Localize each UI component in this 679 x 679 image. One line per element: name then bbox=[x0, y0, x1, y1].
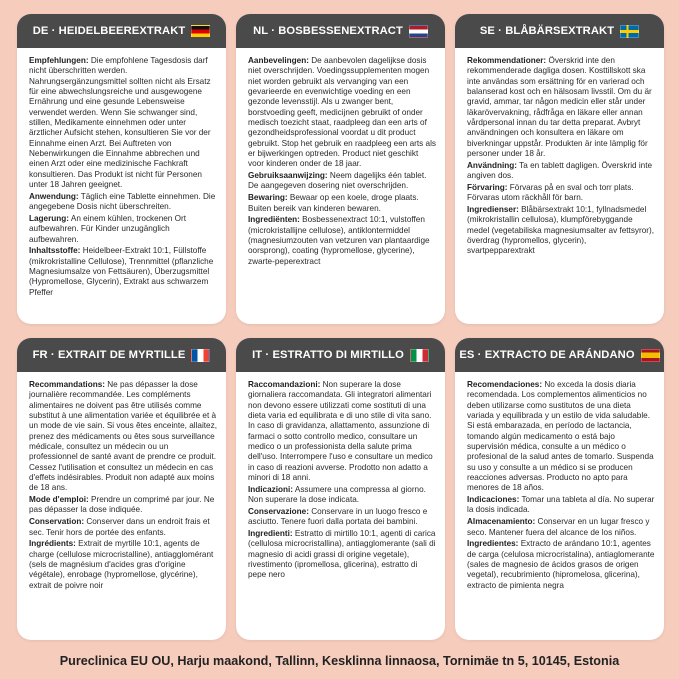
section-label: Ingrediënten: bbox=[248, 215, 300, 225]
section-storage bbox=[29, 517, 217, 538]
card-body-it bbox=[236, 372, 445, 588]
section-text: Prendre un comprimé par jour. Ne pas dépasser la dose indiquée. bbox=[29, 495, 215, 515]
section-text: Extrait de myrtille 10:1, agents de charge (cellulose microcristalline), antiagglomérant (sels de magnésium d'acides gras d'origine végétale), enrobage (hypromellose, glycérine), extrait de poivre noir bbox=[29, 539, 214, 590]
section-ingredients bbox=[467, 539, 655, 591]
card-es bbox=[455, 338, 664, 640]
section-ingredients bbox=[467, 205, 655, 257]
section-usage bbox=[467, 495, 655, 516]
section-recommendations bbox=[467, 56, 655, 159]
card-header-se bbox=[455, 14, 664, 48]
card-title-es: ES · EXTRACTO DE ARÁNDANO bbox=[459, 349, 635, 361]
section-storage bbox=[29, 214, 217, 245]
card-it bbox=[236, 338, 445, 640]
company-address-footer: Pureclinica EU OU, Harju maakond, Tallinn, Kesklinna linnaosa, Tornimäe tn 5, 10145, Estonia bbox=[59, 654, 620, 668]
section-text: Bosbessenextract 10:1, vulstoffen (microkristallijne cellulose), antiklontermiddel (magnesiumzouten van vetzuren van plantaardige oorsprong), coating (hypromellose, glycerine), zwarte-peperextract bbox=[248, 215, 430, 266]
section-recommendations bbox=[248, 380, 436, 483]
section-ingredients bbox=[29, 246, 217, 298]
section-label: Recomendaciones: bbox=[467, 380, 543, 389]
section-text: Överskrid inte den rekommenderade dagliga dosen. Kosttillskott ska inte användas som ersättning för en varierad och balanserad kost och en hälsosam livsstil. Om du är gravid, ammar, tar någon medicin eller står under läkarövervakning, rådfråga en läkare eller annan vårdpersonal innan du tar detta preparat. Avbryt användningen och konsultera en läkare om biverkningar uppstår. Produkten är inte lämplig för personer under 18 år. bbox=[467, 56, 652, 158]
section-label: Anwendung: bbox=[29, 191, 79, 201]
section-usage bbox=[248, 485, 436, 506]
section-text: Die empfohlene Tagesdosis darf nicht überschritten werden. Nahrungsergänzungsmittel sollten nicht als Ersatz für eine abwechslungsreiche und ausgewogene Ernährung und eine gesunde Lebensweise verwendet werden. Wenn Sie schwanger sind, stillen, Medikamente einnehmen oder unter ärztlicher Aufsicht stehen, konsultieren Sie vor der Einnahme einen Arzt. Bei Auftreten von Nebenwirkungen die Einnahme abbrechen und einen Arzt oder eine medizinische Fachkraft konsultieren. Das Produkt ist nicht für Personen unter 18 Jahren geeignet. bbox=[29, 56, 211, 189]
card-de bbox=[17, 14, 226, 324]
spain-flag-icon bbox=[641, 349, 660, 362]
section-label: Rekommendationer: bbox=[467, 56, 547, 65]
card-body-se bbox=[455, 48, 664, 264]
section-text: Ta en tablett dagligen. Överskrid inte angiven dos. bbox=[467, 160, 653, 181]
card-body-fr bbox=[17, 372, 226, 599]
section-label: Empfehlungen: bbox=[29, 56, 89, 65]
section-text: An einem kühlen, trockenen Ort aufbewahren. Für Kinder unzugänglich aufbewahren. bbox=[29, 213, 187, 244]
section-label: Conservazione: bbox=[248, 506, 309, 516]
section-text: De aanbevolen dagelijkse dosis niet overschrijden. Voedingssupplementen mogen niet worden gebruikt als vervanging van een gevarieerde en evenwichtige voeding en een gezonde levensstijl. Als u zwanger bent, borstvoeding geeft, medicijnen gebruikt of onder medisch toezicht staat, raadpleeg dan een arts of gezondheidsprofessional voordat u dit product gebruikt. Stop het gebruik en raadpleeg een arts als er bijwerkingen optreden. Product niet geschikt voor kinderen onder de 18 jaar. bbox=[248, 56, 436, 169]
section-label: Recommandations: bbox=[29, 380, 105, 389]
section-storage bbox=[248, 193, 436, 214]
section-text: Extracto de arándano 10:1, agentes de carga (celulosa microcristalina), antiaglomerante (sales de magnesio de ácidos grasos de origen vegetal), recubrimiento (hipromelosa, glicerina), extracto de pimienta negra bbox=[467, 539, 655, 590]
france-flag-icon bbox=[191, 349, 210, 362]
section-ingredients bbox=[248, 529, 436, 581]
section-text: Bewaar op een koele, droge plaats. Buiten bereik van kinderen bewaren. bbox=[248, 193, 419, 213]
section-text: Täglich eine Tablette einnehmen. Die angegebene Dosis nicht überschreiten. bbox=[29, 191, 216, 212]
card-title-it: IT · ESTRATTO DI MIRTILLO bbox=[252, 349, 404, 361]
netherlands-flag-icon bbox=[409, 25, 428, 38]
section-label: Ingredienti: bbox=[248, 529, 293, 539]
card-fr bbox=[17, 338, 226, 640]
card-se bbox=[455, 14, 664, 324]
section-label: Aanbevelingen: bbox=[248, 56, 309, 65]
card-header-nl bbox=[236, 14, 445, 48]
germany-flag-icon bbox=[191, 25, 210, 38]
section-recommendations bbox=[29, 380, 217, 494]
section-storage bbox=[467, 517, 655, 538]
section-label: Almacenamiento: bbox=[467, 517, 536, 527]
section-label: Indicazioni: bbox=[248, 484, 294, 494]
section-text: Conserver dans un endroit frais et sec. Tenir hors de portée des enfants. bbox=[29, 517, 210, 537]
section-recommendations bbox=[29, 56, 217, 190]
card-title-nl: NL · BOSBESSENEXTRACT bbox=[253, 25, 403, 37]
section-recommendations bbox=[248, 56, 436, 170]
card-body-de bbox=[17, 48, 226, 306]
card-nl bbox=[236, 14, 445, 324]
section-label: Bewaring: bbox=[248, 193, 288, 203]
section-usage bbox=[248, 171, 436, 192]
section-text: Conservare in un luogo fresco e asciutto. Tenere fuori dalla portata dei bambini. bbox=[248, 506, 428, 527]
section-label: Raccomandazioni: bbox=[248, 380, 321, 389]
section-text: Heidelbeer-Extrakt 10:1, Füllstoffe (mikrokristalline Cellulose), Trennmittel (pflanzliche Magnesiumsalze von Fettsäuren), Überzugsmittel (Hypromellose, Glycerin), Extrakt aus schwarzem Pfeffer bbox=[29, 246, 214, 297]
section-text: Conservar en un lugar fresco y seco. Mantener fuera del alcance de los niños. bbox=[467, 517, 650, 537]
card-title-fr: FR · EXTRAIT DE MYRTILLE bbox=[32, 349, 186, 361]
card-header-it bbox=[236, 338, 445, 372]
section-text: Non superare la dose giornaliera raccomandata. Gli integratori alimentari non devono essere utilizzati come sostituti di una dieta varia ed equilibrata e di uno stile di vita sano. In caso di gravidanza, allattamento, assunzione di farmaci o sotto controllo medico, consultare un medico o un professionista della salute prima dell'uso. Interrompere l'uso e consultare un medico in caso di reazioni avverse. Prodotto non adatto a minori di 18 anni. bbox=[248, 380, 433, 482]
section-label: Gebruiksaanwijzing: bbox=[248, 171, 328, 181]
section-label: Conservation: bbox=[29, 517, 85, 527]
section-usage bbox=[29, 495, 217, 516]
card-body-es bbox=[455, 372, 664, 599]
section-recommendations bbox=[467, 380, 655, 494]
section-label: Mode d'emploi: bbox=[29, 495, 89, 505]
section-ingredients bbox=[248, 215, 436, 267]
section-ingredients bbox=[29, 539, 217, 591]
section-storage bbox=[467, 183, 655, 204]
card-title-de: DE · HEIDELBEEREXTRAKT bbox=[32, 25, 186, 37]
card-header-es bbox=[455, 338, 664, 372]
section-text: Estratto di mirtillo 10:1, agenti di carica (cellulosa microcristallina), antiagglomerante (sali di magnesio di acidi grassi di origine vegetale), rivestimento (ipromellosa, glicerina), estratto di pepe nero bbox=[248, 529, 436, 580]
card-header-fr bbox=[17, 338, 226, 372]
italy-flag-icon bbox=[410, 349, 429, 362]
section-storage bbox=[248, 507, 436, 528]
section-text: Förvaras på en sval och torr plats. Förvaras utom räckhåll för barn. bbox=[467, 182, 634, 203]
section-text: No exceda la dosis diaria recomendada. Los complementos alimenticios no deben utilizarse como sustitutos de una dieta variada y equilibrada y un estilo de vida saludable. Si está embarazada, en período de lactancia, tomando algún medicamento o está bajo supervisión médica, consulte a un médico o profesional de la salud antes de tomarlo. Suspenda su uso y consulte a un médico si se producen reacciones adversas. Producto no apto para menores de 18 años. bbox=[467, 380, 654, 493]
section-usage bbox=[467, 161, 655, 182]
section-label: Förvaring: bbox=[467, 182, 508, 192]
section-usage bbox=[29, 192, 217, 213]
section-text: Ne pas dépasser la dose journalière recommandée. Les compléments alimentaires ne doivent pas être utilisés comme substitut à une alimentation variée et équilibrée et à un mode de vie sain. Si vous êtes enceinte, allaitez, prenez des médicaments ou êtes sous surveillance médicale, consultez un médecin ou un professionnel de santé avant de prendre ce produit. Cessez l'utilisation et consultez un médecin en cas d'effets indésirables. Produit non adapté aux moins de 18 ans. bbox=[29, 380, 217, 493]
section-text: Blåbärsextrakt 10:1, fyllnadsmedel (mikrokristallin cellulosa), klumpförebyggande medel (vegetabiliska magnesiumsalter av fettsyror), överdrag (hypromellos, glycerin), svartpepparextrakt bbox=[467, 205, 655, 256]
section-label: Ingrédients: bbox=[29, 539, 76, 549]
section-label: Indicaciones: bbox=[467, 495, 520, 505]
card-header-de bbox=[17, 14, 226, 48]
section-label: Inhaltsstoffe: bbox=[29, 246, 81, 256]
sweden-flag-icon bbox=[620, 25, 639, 38]
section-label: Användning: bbox=[467, 160, 518, 170]
section-label: Ingredientes: bbox=[467, 539, 519, 549]
card-title-se: SE · BLÅBÄRSEXTRAKT bbox=[479, 25, 615, 37]
section-text: Assumere una compressa al giorno. Non superare la dose indicata. bbox=[248, 484, 426, 505]
section-label: Lagerung: bbox=[29, 213, 70, 223]
section-text: Tomar una tableta al día. No superar la dosis indicada. bbox=[467, 495, 655, 515]
section-text: Neem dagelijks één tablet. De aangegeven dosering niet overschrijden. bbox=[248, 171, 427, 191]
section-label: Ingredienser: bbox=[467, 205, 519, 215]
card-body-nl bbox=[236, 48, 445, 275]
